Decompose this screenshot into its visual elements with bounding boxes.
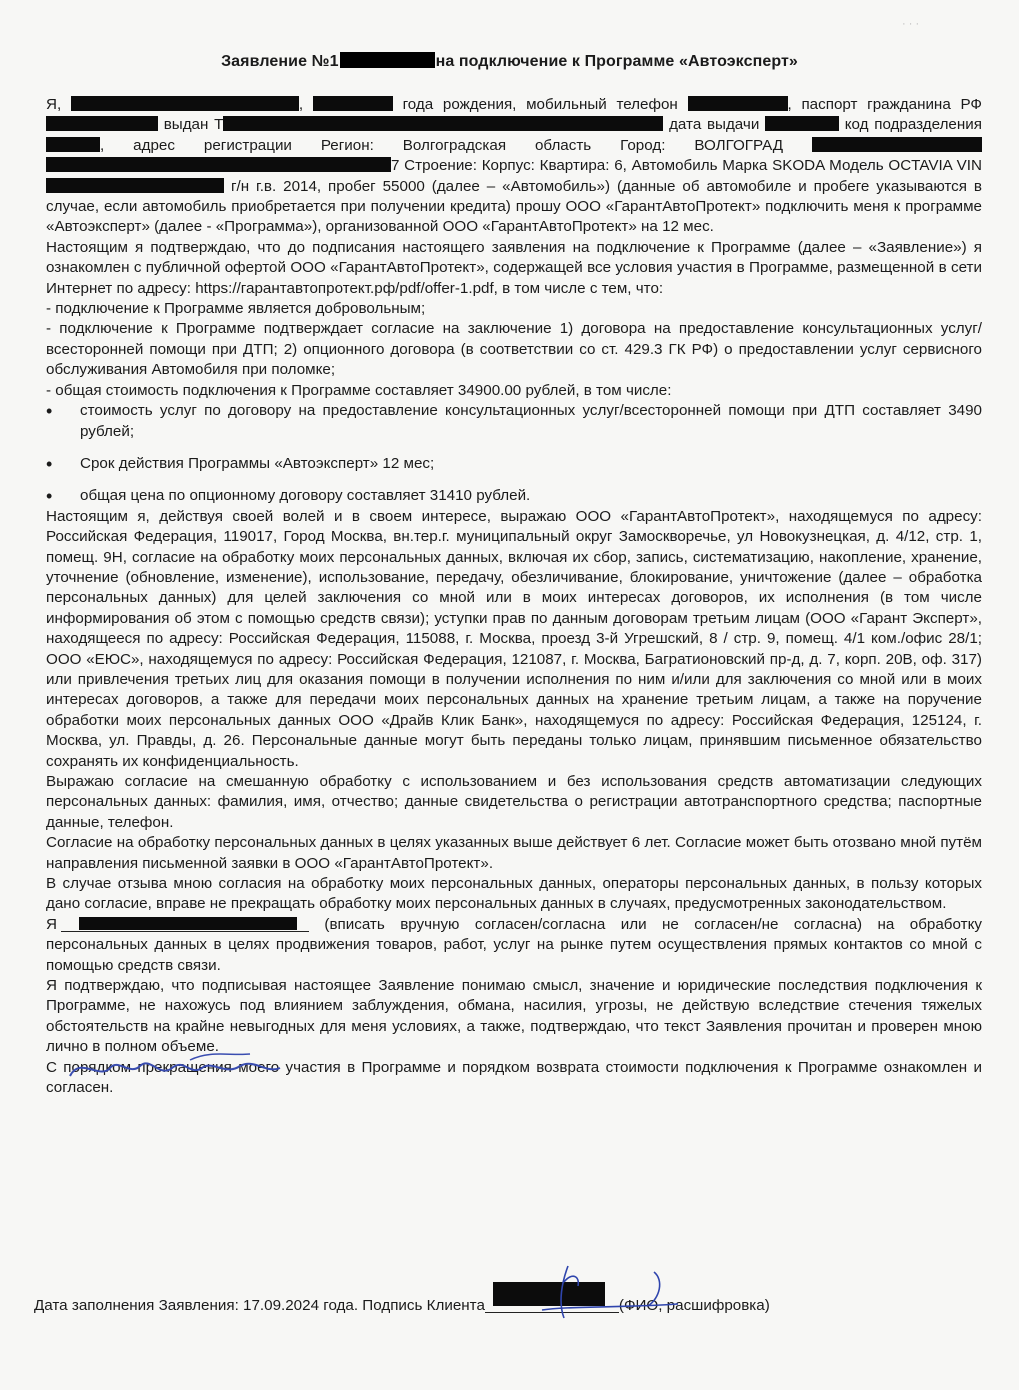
dash-item: - подключение к Программе является добровольным; <box>46 300 426 318</box>
redaction-block <box>46 137 100 152</box>
intro-text: , паспорт гражданина РФ <box>787 96 982 113</box>
handwritten-consent-field[interactable] <box>61 915 309 932</box>
intro-text: выдан Т <box>163 116 224 134</box>
dash-item: - подключение к Программе подтверждает согласие на заключение 1) договора на предоставление консультационных услуг/всесторонней помощи при ДТП; 2) опционного договора (в соответствии со ст. 429.3 ГК РФ) о предоставлении услуг сервисного обслуживания Автомобиля при поломке; <box>46 320 982 379</box>
intro-paragraph: Я, , года рождения, мобильный телефон , паспорт гражданина РФ выдан Т дата выдачи код подразделения , адрес регистрации Регион: Волгоградская область Город: ВОЛГОГРАД 7 Строение: Корпус: Квартира: 6, Автомобиль Марка SKODA Модель OCTAVIA VIN г/н г.в. 2014, пробег 55000 (далее – «Автомобиль») (данные об автомобиле и пробеге указываются в случае, если автомобиль приобретается при получении кредита) прошу ООО «ГарантАвтоПротект» подключить меня к программе «Автоэксперт» (далее - «Программа»), организованной ООО «ГарантАвтоПротект» на 12 мес. <box>46 96 982 236</box>
understanding-paragraph: Я подтверждаю, что подписывая настоящее Заявление понимаю смысл, значение и юридические последствия подключения к Программе, не нахожусь под влиянием заблуждения, обмана, насилия, угрозы, не действую вследствие стечения тяжелых обстоятельств на крайне невыгодных для меня условиях, а также, подтверждаю, что текст Заявления прочитан и проверен мною лично в полном объеме. <box>46 977 982 1056</box>
intro-text: Я, <box>46 96 62 113</box>
termination-paragraph: С порядком прекращения моего участия в Программе и порядком возврата стоимости подключения к Программе ознакомлен и согласен. <box>46 1058 982 1097</box>
cost-bullet-list <box>46 401 982 507</box>
signature-footer <box>34 1296 770 1314</box>
redaction-block <box>493 1282 605 1306</box>
redaction-block <box>46 116 158 131</box>
confirm-paragraph: Настоящим я подтверждаю, что до подписания настоящего заявления на подключение к Программе (далее – «Заявление») я ознакомлен с публичной офертой ООО «ГарантАвтоПротект», содержащей все условия участия в Программе, размещенной в сети Интернет по адресу: https://гарантавтопротект.рф/pdf/offer-1.pdf, в том числе с тем, что: <box>46 238 982 297</box>
dash-item: - общая стоимость подключения к Программе составляет 34900.00 рублей, в том числе: <box>46 381 672 399</box>
client-signature-field[interactable] <box>485 1296 619 1313</box>
redaction-block <box>223 116 663 131</box>
title-suffix: на подключение к Программе «Автоэксперт» <box>435 53 798 70</box>
bullet-item: • общая цена по опционному договору составляет 31410 рублей. <box>46 486 982 506</box>
intro-text: дата выдачи <box>669 116 760 134</box>
intro-text: код подразделения <box>844 116 982 134</box>
intro-text: , адрес регистрации Регион: Волгоградская область Город: ВОЛГОГРАД <box>100 136 784 154</box>
consent-paragraph: Настоящим я, действуя своей волей и в своем интересе, выражаю ООО «ГарантАвтоПротект», находящемуся по адресу: Российская Федерация, 119017, Город Москва, вн.тер.г. муниципальный округ Замоскворечье, ул Новокузнецкая, д. 4/12, стр. 1, помещ. 9Н, согласие на обработку моих персональных данных, включая их сбор, запись, систематизацию, накопление, хранение, уточнение (обновление, изменение), использование, передачу, обезличивание, блокирование, уничтожение (далее – обработка персональных данных) для целей заключения со мной или в моих интересах договоров, их исполнения (в том числе информирования об этом с помощью средств связи); уступки прав по данным договорам третьим лицам (ООО «Гарант Эксперт», находящееся по адресу: Российская Федерация, 115088, г. Москва, проезд 3-й Угрешский, 8 / стр. 9, помещ. 4/1 ком./офис 28/1; ООО «ЕЮС», находящемуся по адресу: Российская Федерация, 121087, г. Москва, Багратионовский пр-д, д. 7, корп. 20В, оф. 317) или привлечения третьих лиц для оказания помощи в получении исполнения по ним и/или для заключения со мной или в моих интересах договоров, а также для передачи моих персональных данных на хранение третьим лицам, а также на поручение обработки моих персональных данных ООО «Драйв Клик Банк», находящемуся по адресу: Российская Федерация, 125124, г. Москва, ул. Правды, д. 26. Персональные данные могут быть переданы только лицам, принявшим письменное обязательство сохранять их конфиденциальность. <box>46 507 982 770</box>
fio-label: (ФИО, расшифровка) <box>618 1297 770 1314</box>
bullet-item: • стоимость услуг по договору на предоставление консультационных услуг/всесторонней помощи при ДТП составляет 3490 рублей; <box>46 401 982 442</box>
redaction-block <box>79 917 297 930</box>
redaction-block <box>313 96 393 111</box>
redaction-block <box>688 96 788 111</box>
redaction-block <box>46 178 224 193</box>
intro-text: года рождения, мобильный телефон <box>402 96 678 113</box>
document-title <box>0 52 1019 71</box>
withdrawal-paragraph: В случае отзыва мною согласия на обработку моих персональных данных, операторы персональных данных, в пользу которых дано согласие, вправе не прекращать обработку моих персональных данных в случаях, предусмотренных законодательством. <box>46 875 982 913</box>
title-prefix: Заявление №1 <box>221 53 339 70</box>
date-signature-label: Дата заполнения Заявления: 17.09.2024 года. Подпись Клиента <box>34 1297 485 1314</box>
intro-text: г/н г.в. 2014, пробег 55000 (далее – «Автомобиль») (данные об автомобиле и пробеге указываются в случае, если автомобиль приобретается при получении кредита) прошу ООО «ГарантАвтоПротект» подключить меня к программе «Автоэксперт» (далее - «Программа»), организованной ООО «ГарантАвтоПротект» на 12 мес. <box>46 177 982 236</box>
mixed-processing-paragraph: Выражаю согласие на смешанную обработку с использованием и без использования средств автоматизации следующих персональных данных: фамилия, имя, отчество; данные свидетельства о регистрации автотранспортного средства; паспортные данные, телефон. <box>46 773 982 831</box>
handwritten-consent-paragraph <box>46 915 982 976</box>
redaction-block <box>71 96 299 111</box>
redaction-block <box>765 116 839 131</box>
redaction-block <box>340 52 435 68</box>
handwrite-text: (вписать вручную согласен/согласна или не согласен/не согласна) на обработку персональных данных в целях продвижения товаров, работ, услуг на рынке путем осуществления прямых контактов со мной с помощью средств связи. <box>46 915 982 974</box>
scan-artifact: · · · <box>902 18 920 30</box>
consent-term-paragraph: Согласие на обработку персональных данных в целях указанных выше действует 6 лет. Согласие может быть отозвано мной путём направления письменной заявки в ООО «ГарантАвтоПротект». <box>46 834 982 872</box>
redaction-block <box>46 157 391 172</box>
handwrite-prefix: Я <box>46 915 57 933</box>
redaction-block <box>812 137 982 152</box>
document-body <box>46 95 982 1099</box>
bullet-item: • Срок действия Программы «Автоэксперт» 12 мес; <box>46 454 982 474</box>
intro-text: 7 Строение: Корпус: Квартира: 6, Автомобиль Марка SKODA Модель OCTAVIA VIN <box>391 157 982 175</box>
